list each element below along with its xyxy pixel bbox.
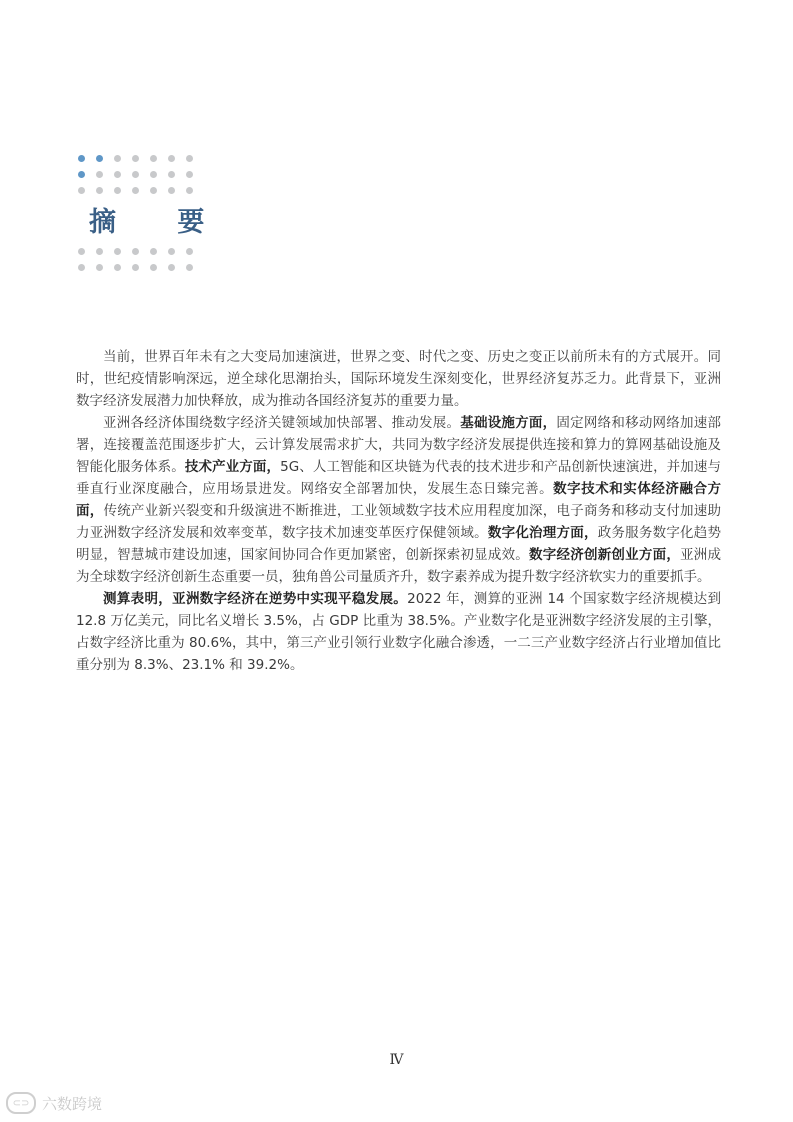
dot-icon — [132, 187, 139, 194]
watermark — [6, 1092, 102, 1114]
watermark-logo-icon: ⊂⊃ — [6, 1092, 36, 1114]
text-run: 当前，世界百年未有之大变局加速演进，世界之变、时代之变、历史之变正以前所未有的方式展开。同时，世纪疫情影响深远，逆全球化思潮抬头，国际环境发生深刻变化，世界经济复苏乏力。此背景下，亚洲数字经济发展潜力加快释放，成为推动各国经济复苏的重要力量。 — [76, 349, 721, 409]
section-title: 摘 要 — [89, 207, 231, 238]
dot-icon — [78, 187, 85, 194]
dot-icon — [132, 264, 139, 271]
dot-icon — [114, 187, 121, 194]
dot-icon — [168, 187, 175, 194]
paragraph-2 — [76, 412, 721, 588]
decorative-dots-bottom — [78, 243, 204, 275]
dot-icon — [96, 155, 103, 162]
dot-icon — [168, 155, 175, 162]
bold-heading-run: 数字化治理方面， — [487, 525, 598, 541]
text-run: 亚洲成为全球数字经济创新生态重要一员，独角兽公司量质齐升，数字素养成为提升数字经济软实力的重要抓手。 — [76, 547, 722, 585]
dot-icon — [96, 264, 103, 271]
dot-icon — [132, 171, 139, 178]
dot-icon — [78, 171, 85, 178]
bold-heading-run: 测算表明，亚洲数字经济在逆势中实现平稳发展。 — [103, 591, 408, 607]
text-run: 政务服务数字化趋势明显，智慧城市建设加速，国家间协同合作更加紧密，创新探索初显成效。 — [76, 525, 722, 563]
dot-icon — [168, 171, 175, 178]
paragraph-3 — [76, 588, 721, 676]
dot-icon — [78, 264, 85, 271]
dot-icon — [78, 155, 85, 162]
abstract-body — [76, 346, 721, 676]
page-number: Ⅳ — [389, 1052, 404, 1068]
bold-heading-run: 技术产业方面， — [184, 459, 281, 475]
text-run: 2022 年，测算的亚洲 14 个国家数字经济规模达到 12.8 万亿美元，同比名义增长 3.5%，占 GDP 比重为 38.5%。产业数字化是亚洲数字经济发展的主引擎，占数字经济比重为 80.6%，其中，第三产业引领行业数字化融合渗透，一二三产业数字经济占行业增加值比重分别为 8.3%、23.1% 和 39.2%。 — [76, 591, 721, 673]
dot-icon — [186, 248, 193, 255]
dot-icon — [150, 248, 157, 255]
dot-icon — [150, 155, 157, 162]
dot-icon — [186, 264, 193, 271]
bold-heading-run: 数字经济创新创业方面， — [529, 547, 681, 563]
dot-icon — [150, 171, 157, 178]
dot-icon — [168, 264, 175, 271]
dot-icon — [114, 264, 121, 271]
dot-icon — [96, 187, 103, 194]
watermark-text: 六数跨境 — [42, 1094, 103, 1113]
dot-icon — [168, 248, 175, 255]
decorative-dots-top — [78, 150, 204, 198]
dot-icon — [114, 155, 121, 162]
bold-heading-run: 数字技术和实体经济融合方面， — [76, 481, 722, 519]
dot-icon — [78, 248, 85, 255]
dot-icon — [114, 248, 121, 255]
dot-icon — [186, 171, 193, 178]
dot-icon — [132, 248, 139, 255]
text-run: 传统产业新兴裂变和升级演进不断推进，工业领域数字技术应用程度加深，电子商务和移动支付加速助力亚洲数字经济发展和效率变革，数字技术加速变革医疗保健领域。 — [76, 503, 722, 541]
dot-icon — [186, 155, 193, 162]
text-run: 5G、人工智能和区块链为代表的技术进步和产品创新快速演进，并加速与垂直行业深度融合，应用场景进发。网络安全部署加快，发展生态日臻完善。 — [76, 459, 722, 497]
dot-icon — [96, 171, 103, 178]
dot-icon — [150, 187, 157, 194]
dot-icon — [150, 264, 157, 271]
paragraph-1 — [76, 346, 721, 412]
dot-icon — [132, 155, 139, 162]
dot-icon — [114, 171, 121, 178]
bold-heading-run: 基础设施方面， — [460, 415, 557, 431]
dot-icon — [96, 248, 103, 255]
text-run: 固定网络和移动网络加速部署，连接覆盖范围逐步扩大，云计算发展需求扩大，共同为数字经济发展提供连接和算力的算网基础设施及智能化服务体系。 — [76, 415, 722, 475]
dot-icon — [186, 187, 193, 194]
text-run: 亚洲各经济体围绕数字经济关键领域加快部署、推动发展。 — [103, 415, 461, 431]
